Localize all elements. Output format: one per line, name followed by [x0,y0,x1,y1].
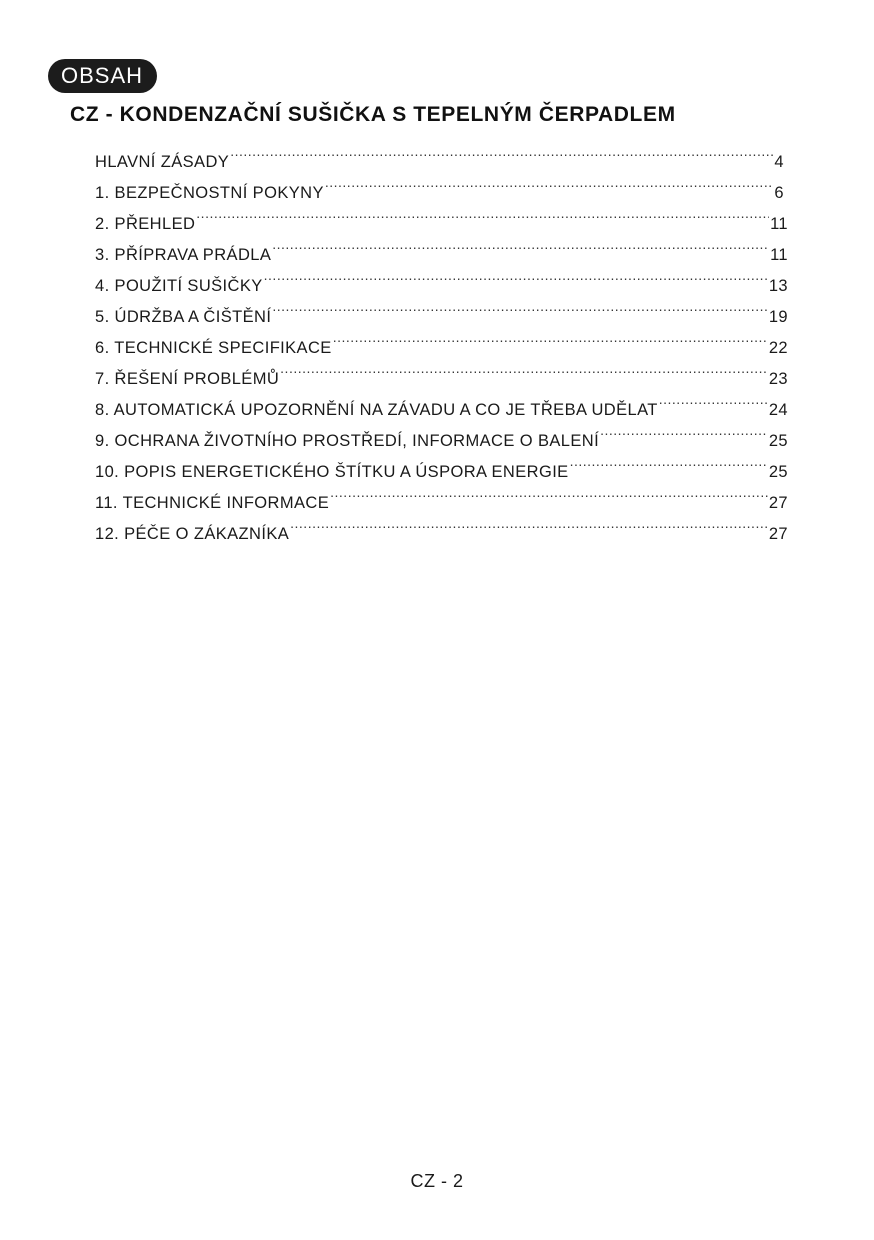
toc-entry-page: 24 [768,401,788,419]
toc-entry-label: 12. PÉČE O ZÁKAZNÍKA [95,525,290,543]
toc-dot-leader [264,260,768,291]
toc-entry-page: 22 [768,339,788,357]
page-number-footer: CZ - 2 [410,1171,464,1191]
toc-entry-label: 4. POUŽITÍ SUŠIČKY [95,277,263,295]
toc-entry-main-principles[interactable] [95,136,784,171]
document-title: CZ - KONDENZAČNÍ SUŠIČKA S TEPELNÝM ČERPADLEM [70,103,676,126]
toc-entry-page: 23 [768,370,788,388]
toc-dot-leader [333,322,768,353]
toc-entry-label: HLAVNÍ ZÁSADY [95,153,230,171]
toc-entry-page: 4 [774,153,784,171]
toc-entry-page: 6 [774,184,784,202]
toc-entry-page: 19 [768,308,788,326]
toc-entry-label: 3. PŘÍPRAVA PRÁDLA [95,246,272,264]
toc-entry-label: 11. TECHNICKÉ INFORMACE [95,494,330,512]
toc-entry-overview[interactable] [95,198,788,233]
toc-entry-page: 25 [768,463,788,481]
toc-dot-leader [272,229,769,260]
toc-entry-label: 1. BEZPEČNOSTNÍ POKYNY [95,184,324,202]
toc-dot-leader [330,477,768,508]
toc-entry-label: 9. OCHRANA ŽIVOTNÍHO PROSTŘEDÍ, INFORMACE O BALENÍ [95,432,600,450]
toc-entry-page: 27 [768,494,788,512]
toc-entry-page: 25 [768,432,788,450]
toc-dot-leader [659,384,768,415]
toc-entry-label: 8. AUTOMATICKÁ UPOZORNĚNÍ NA ZÁVADU A CO JE TŘEBA UDĚLAT [95,401,658,419]
toc-entry-page: 11 [770,215,788,233]
toc-entry-label: 2. PŘEHLED [95,215,196,233]
toc-entry-label: 6. TECHNICKÉ SPECIFIKACE [95,339,332,357]
toc-entry-laundry-preparation[interactable] [95,229,788,264]
section-badge: OBSAH [48,59,157,93]
table-of-contents [95,136,788,543]
toc-entry-label: 7. ŘEŠENÍ PROBLÉMŮ [95,370,280,388]
toc-dot-leader [230,136,773,167]
toc-dot-leader [570,446,768,477]
toc-entry-label: 10. POPIS ENERGETICKÉHO ŠTÍTKU A ÚSPORA ENERGIE [95,463,569,481]
toc-dot-leader [325,167,774,198]
toc-entry-page: 13 [768,277,788,295]
toc-dot-leader [290,508,768,539]
toc-entry-page: 27 [768,525,788,543]
toc-dot-leader [196,198,769,229]
toc-entry-page: 11 [770,246,788,264]
toc-dot-leader [272,291,768,322]
toc-dot-leader [600,415,768,446]
toc-dot-leader [280,353,768,384]
toc-entry-label: 5. ÚDRŽBA A ČIŠTĚNÍ [95,308,272,326]
